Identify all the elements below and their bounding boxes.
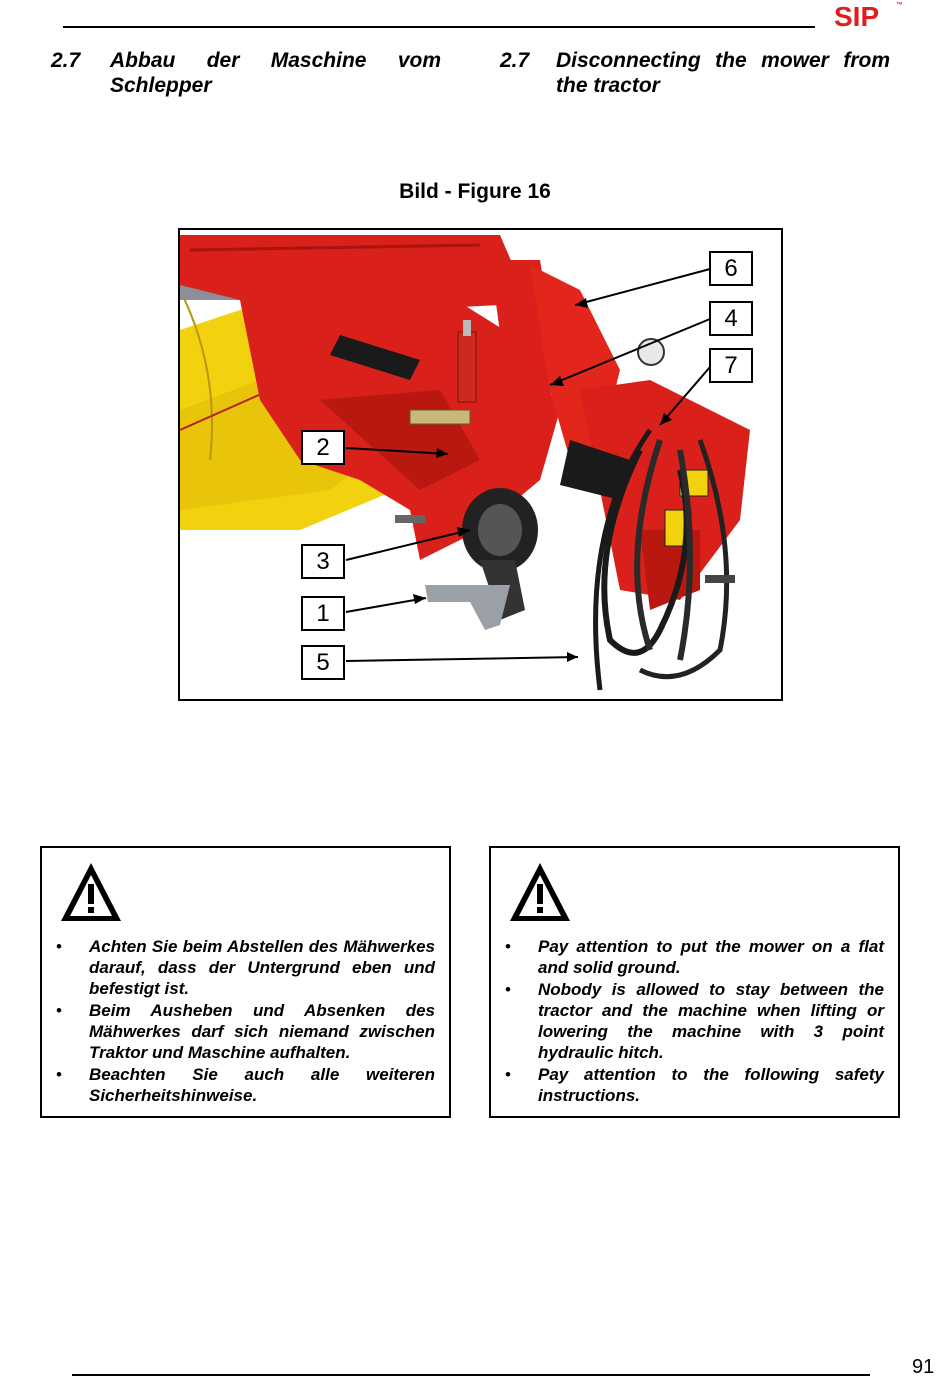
top-rule (63, 26, 815, 28)
heading-english-line1: Disconnecting the mower from (556, 49, 890, 72)
list-item: • Pay attention to put the mower on a flat and solid ground. (505, 936, 884, 978)
callout-3: 3 (301, 544, 345, 579)
logo-trademark: ™ (896, 2, 903, 9)
heading-german-line1: Abbau der Maschine vom (110, 49, 441, 72)
callout-4: 4 (709, 301, 753, 336)
heading-english (500, 48, 890, 108)
heading-english-number: 2.7 (500, 49, 530, 72)
callout-2: 2 (301, 430, 345, 465)
callout-6: 6 (709, 251, 753, 286)
warning-list-english (505, 936, 884, 1107)
list-item: • Beachten Sie auch alle weiteren Sicherheitshinweise. (56, 1064, 435, 1106)
list-item: • Pay attention to the following safety instructions. (505, 1064, 884, 1106)
sip-logo (834, 2, 906, 34)
warning-triangle-icon (507, 860, 573, 924)
list-item: • Nobody is allowed to stay between the tractor and the machine when lifting or lowering the machine with 3 point hydraulic hitch. (505, 979, 884, 1063)
heading-german-number: 2.7 (51, 49, 81, 72)
warning-triangle-icon (58, 860, 124, 924)
heading-german-line2: Schlepper (110, 74, 212, 97)
machine-photo (178, 228, 783, 701)
callout-1: 1 (301, 596, 345, 631)
page-number: 91 (912, 1356, 935, 1378)
warning-list-german (56, 936, 435, 1107)
callout-7: 7 (709, 348, 753, 383)
figure-caption: Bild - Figure 16 (399, 180, 551, 203)
heading-english-line2: the tractor (556, 74, 660, 97)
machine-illustration (180, 230, 781, 699)
callout-5: 5 (301, 645, 345, 680)
list-item: • Beim Ausheben und Absenken des Mähwerkes darf sich niemand zwischen Traktor und Maschine aufhalten. (56, 1000, 435, 1063)
heading-german (51, 48, 441, 108)
logo-text: SIP (834, 1, 880, 32)
warning-box-german (40, 846, 451, 1118)
warning-box-english (489, 846, 900, 1118)
bottom-rule (72, 1374, 870, 1376)
list-item: • Achten Sie beim Abstellen des Mähwerkes darauf, dass der Untergrund eben und befestigt ist. (56, 936, 435, 999)
